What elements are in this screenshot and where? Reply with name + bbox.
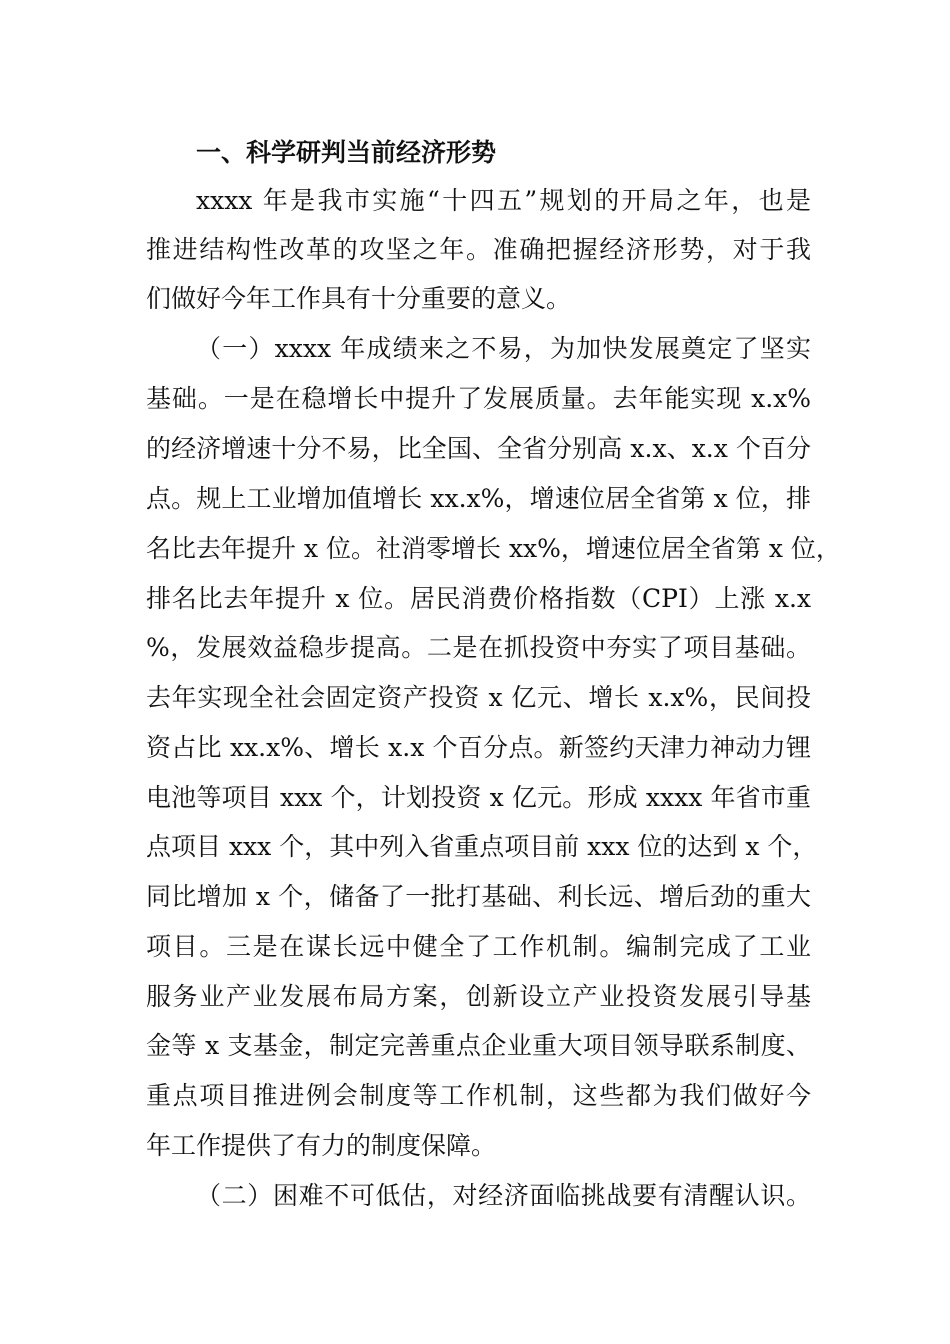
paragraph-line: 年工作提供了有力的制度保障。	[146, 1131, 497, 1160]
paragraph-line: 基础。一是在稳增长中提升了发展质量。去年能实现 x.x%	[146, 384, 811, 413]
paragraph-line: 电池等项目 xxx 个，计划投资 x 亿元。形成 xxxx 年省市重	[146, 783, 811, 812]
paragraph-line: 们做好今年工作具有十分重要的意义。	[146, 284, 572, 313]
paragraph-line: 点。规上工业增加值增长 xx.x%，增速位居全省第 x 位，排	[146, 484, 811, 513]
paragraph-line: 的经济增速十分不易，比全国、全省分别高 x.x、x.x 个百分	[146, 434, 811, 463]
paragraph-line: 同比增加 x 个，储备了一批打基础、利长远、增后劲的重大	[146, 882, 811, 911]
paragraph-line: 点项目 xxx 个，其中列入省重点项目前 xxx 位的达到 x 个，	[146, 832, 818, 861]
paragraph-line: 服务业产业发展布局方案，创新设立产业投资发展引导基	[146, 982, 811, 1011]
section-heading: 一、科学研判当前经济形势	[196, 138, 497, 167]
paragraph-line: 推进结构性改革的攻坚之年。准确把握经济形势，对于我	[146, 235, 811, 264]
paragraph-line: 项目。三是在谋长远中健全了工作机制。编制完成了工业	[146, 932, 811, 961]
paragraph-line: 重点项目推进例会制度等工作机制，这些都为我们做好今	[146, 1081, 811, 1110]
paragraph-line: 名比去年提升 x 位。社消零增长 xx%，增速位居全省第 x 位，	[146, 534, 841, 563]
paragraph-line: 去年实现全社会固定资产投资 x 亿元、增长 x.x%，民间投	[146, 683, 811, 712]
paragraph-line: xxxx 年是我市实施“十四五”规划的开局之年，也是	[196, 186, 811, 215]
paragraph-line: %，发展效益稳步提高。二是在抓投资中夯实了项目基础。	[146, 633, 811, 662]
paragraph-line: 资占比 xx.x%、增长 x.x 个百分点。新签约天津力神动力锂	[146, 733, 811, 762]
paragraph-line: （二）困难不可低估，对经济面临挑战要有清醒认识。	[196, 1181, 811, 1210]
paragraph-line: 金等 x 支基金，制定完善重点企业重大项目领导联系制度、	[146, 1031, 811, 1060]
paragraph-line: （一）xxxx 年成绩来之不易，为加快发展奠定了坚实	[196, 334, 811, 363]
paragraph-line: 排名比去年提升 x 位。居民消费价格指数（CPI）上涨 x.x	[146, 584, 811, 613]
